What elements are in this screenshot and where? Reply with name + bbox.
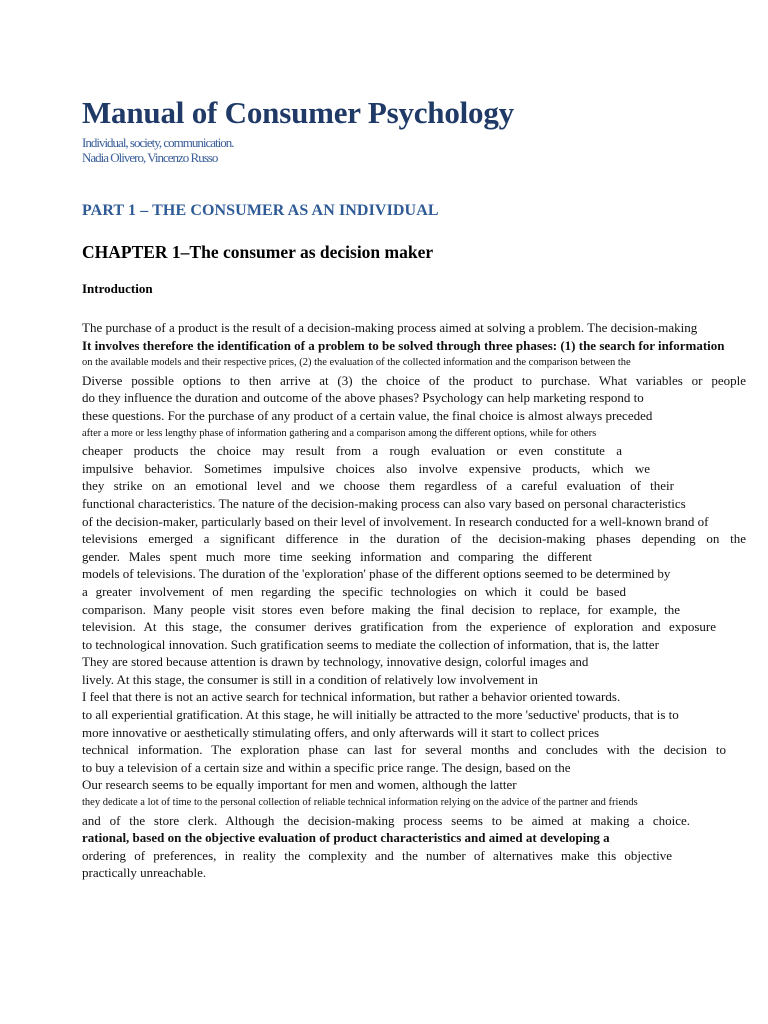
body-line: Diverse possible options to then arrive at (3) the choice of the product to purchase. What variables or people bbox=[82, 372, 746, 388]
body-line: on the available models and their respective prices, (2) the evaluation of the collected information and the comparison between the bbox=[82, 357, 631, 369]
body-line: they dedicate a lot of time to the personal collection of reliable technical information relying on the advice of the partner and friends bbox=[82, 797, 638, 809]
body-line: do they influence the duration and outcome of the above phases? Psychology can help marketing respond to bbox=[82, 390, 644, 406]
body-line: rational, based on the objective evaluation of product characteristics and aimed at developing a bbox=[82, 830, 610, 846]
body-line: gender. Males spent much more time seeking information and comparing the different bbox=[82, 548, 592, 564]
body-line: these questions. For the purchase of any product of a certain value, the final choice is almost always preceded bbox=[82, 407, 653, 423]
body-line: functional characteristics. The nature of the decision-making process can also vary based on personal characteristics bbox=[82, 495, 686, 511]
part-heading: PART 1 – THE CONSUMER AS AN INDIVIDUAL bbox=[82, 202, 439, 219]
body-line: they strike on an emotional level and we choose them regardless of a careful evaluation of their bbox=[82, 478, 674, 494]
body-line: lively. At this stage, the consumer is still in a condition of relatively low involvement in bbox=[82, 671, 538, 687]
body-line: The purchase of a product is the result of a decision-making process aimed at solving a problem. The decision-making bbox=[82, 320, 698, 335]
body-text bbox=[82, 319, 746, 882]
body-line: I feel that there is not an active search for technical information, but rather a behavior oriented towards. bbox=[82, 689, 621, 705]
body-line: They are stored because attention is drawn by technology, innovative design, colorful images and bbox=[82, 654, 589, 670]
body-line: impulsive behavior. Sometimes impulsive choices also involve expensive products, which we bbox=[82, 460, 650, 476]
body-line: technical information. The exploration phase can last for several months and concludes with the decision to bbox=[82, 742, 726, 758]
document-subtitle: Individual, society, communication. bbox=[82, 135, 234, 150]
body-line: of the decision-maker, particularly based on their level of involvement. In research conducted for a well-known brand of bbox=[82, 513, 709, 529]
body-line: practically unreachable. bbox=[82, 865, 207, 881]
document-title: Manual of Consumer Psychology bbox=[82, 95, 514, 130]
body-line: to all experiential gratification. At this stage, he will initially be attracted to the more 'seductive' products, that is to bbox=[82, 707, 679, 723]
body-line: to buy a television of a certain size and within a specific price range. The design, based on the bbox=[82, 759, 571, 775]
body-line: cheaper products the choice may result from a rough evaluation or even constitute a bbox=[82, 443, 622, 459]
body-line: a greater involvement of men regarding the specific technologies on which it could be based bbox=[82, 583, 626, 599]
document-page bbox=[82, 94, 746, 882]
body-line: to technological innovation. Such gratification seems to mediate the collection of information, that is, the latter bbox=[82, 636, 659, 652]
body-line: comparison. Many people visit stores even before making the final decision to replace, for example, the bbox=[82, 601, 680, 617]
body-line: more innovative or aesthetically stimulating offers, and only afterwards will it start to collect prices bbox=[82, 724, 600, 740]
chapter-heading: CHAPTER 1–The consumer as decision maker bbox=[82, 242, 434, 262]
body-line: ordering of preferences, in reality the complexity and the number of alternatives make this objective bbox=[82, 847, 672, 863]
body-line: after a more or less lengthy phase of information gathering and a comparison among the different options, while for others bbox=[82, 427, 597, 439]
section-heading: Introduction bbox=[82, 281, 153, 296]
body-line: televisions emerged a significant difference in the duration of the decision-making phases depending on the bbox=[82, 531, 746, 547]
body-line: and of the store clerk. Although the decision-making process seems to be aimed at making a choice. bbox=[82, 812, 690, 828]
body-line: television. At this stage, the consumer derives gratification from the experience of exploration and exposure bbox=[82, 619, 716, 635]
body-line: models of televisions. The duration of the 'exploration' phase of the different options seemed to be determined by bbox=[82, 566, 671, 582]
document-authors: Nadia Olivero, Vincenzo Russo bbox=[82, 150, 218, 165]
body-line: Our research seems to be equally important for men and women, although the latter bbox=[82, 777, 517, 793]
body-line: It involves therefore the identification of a problem to be solved through three phases: (1) the search for information bbox=[82, 337, 725, 353]
